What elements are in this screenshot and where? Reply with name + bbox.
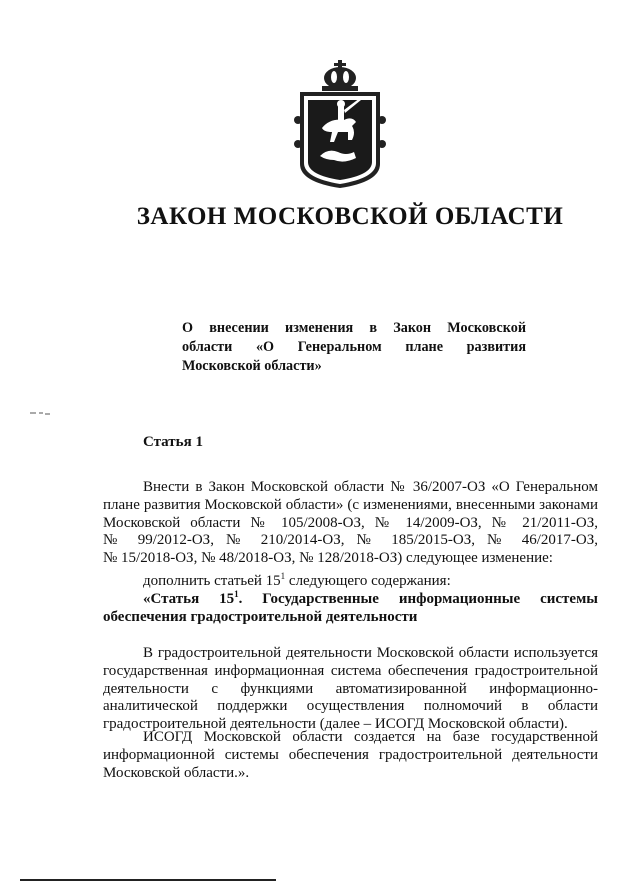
supplement-superscript: 1 (280, 571, 286, 581)
paragraph-line: № 15/2018-ОЗ, № 48/2018-ОЗ, № 128/2018-ОЗ) следующее изменение: (103, 550, 553, 567)
document-title: ЗАКОН МОСКОВСКОЙ ОБЛАСТИ (136, 203, 564, 230)
subject-line: Московской области» (182, 358, 322, 374)
paragraph-line: Внести в Закон Московской области № 36/2007-ОЗ «О Генеральном (143, 479, 598, 495)
article-heading: Статья 1 (143, 434, 203, 450)
new-article-rest: . Государственные информационные системы (238, 591, 598, 607)
paragraph-line: государственная информационная система обеспечения градостроительной (103, 662, 598, 679)
paragraph-amendment (103, 479, 598, 568)
paragraph-line: В градостроительной деятельности Московской области используется (143, 645, 598, 661)
coat-of-arms-icon (294, 60, 386, 190)
new-article-heading (103, 591, 598, 627)
law-subject (182, 319, 526, 376)
new-article-superscript: 1 (234, 589, 239, 599)
paragraph-line: деятельности с функциями автоматизированной информационно- (103, 680, 598, 697)
paragraph-line: ИСОГД Московской области создается на базе государственной (143, 729, 598, 745)
subject-line: О внесении изменения в Закон Московской (182, 320, 526, 336)
supplement-text: дополнить статьей 15 (143, 573, 281, 589)
new-article-prefix: «Статья 15 (143, 591, 235, 607)
paragraph-line: плане развития Московской области» (с изменениями, внесенными законами (103, 496, 598, 513)
paragraph-line: аналитической поддержки осуществления полномочий в области (103, 698, 598, 715)
new-article-line: обеспечения градостроительной деятельности (103, 608, 418, 625)
paragraph-line: Московской области № 105/2008-ОЗ, № 14/2009-ОЗ, № 21/2011-ОЗ, (103, 514, 598, 531)
paragraph-line: градостроительной деятельности (далее – ИСОГД Московской области). (103, 716, 568, 733)
paragraph-isogd-creation (103, 729, 598, 782)
paragraph-isogd-usage (103, 645, 598, 734)
paragraph-line: информационной системы обеспечения градостроительной деятельности (103, 746, 598, 763)
supplement-tail: следующего содержания: (285, 573, 451, 589)
scan-mark (30, 402, 50, 406)
page-bottom-rule (20, 879, 276, 881)
supplement-line (103, 573, 598, 591)
new-article-line (103, 591, 598, 609)
paragraph-line: № 99/2012-ОЗ, № 210/2014-ОЗ, № 185/2015-ОЗ, № 46/2017-ОЗ, (103, 532, 598, 549)
subject-line: области «О Генеральном плане развития (182, 339, 526, 355)
paragraph-line: Московской области.». (103, 764, 250, 781)
